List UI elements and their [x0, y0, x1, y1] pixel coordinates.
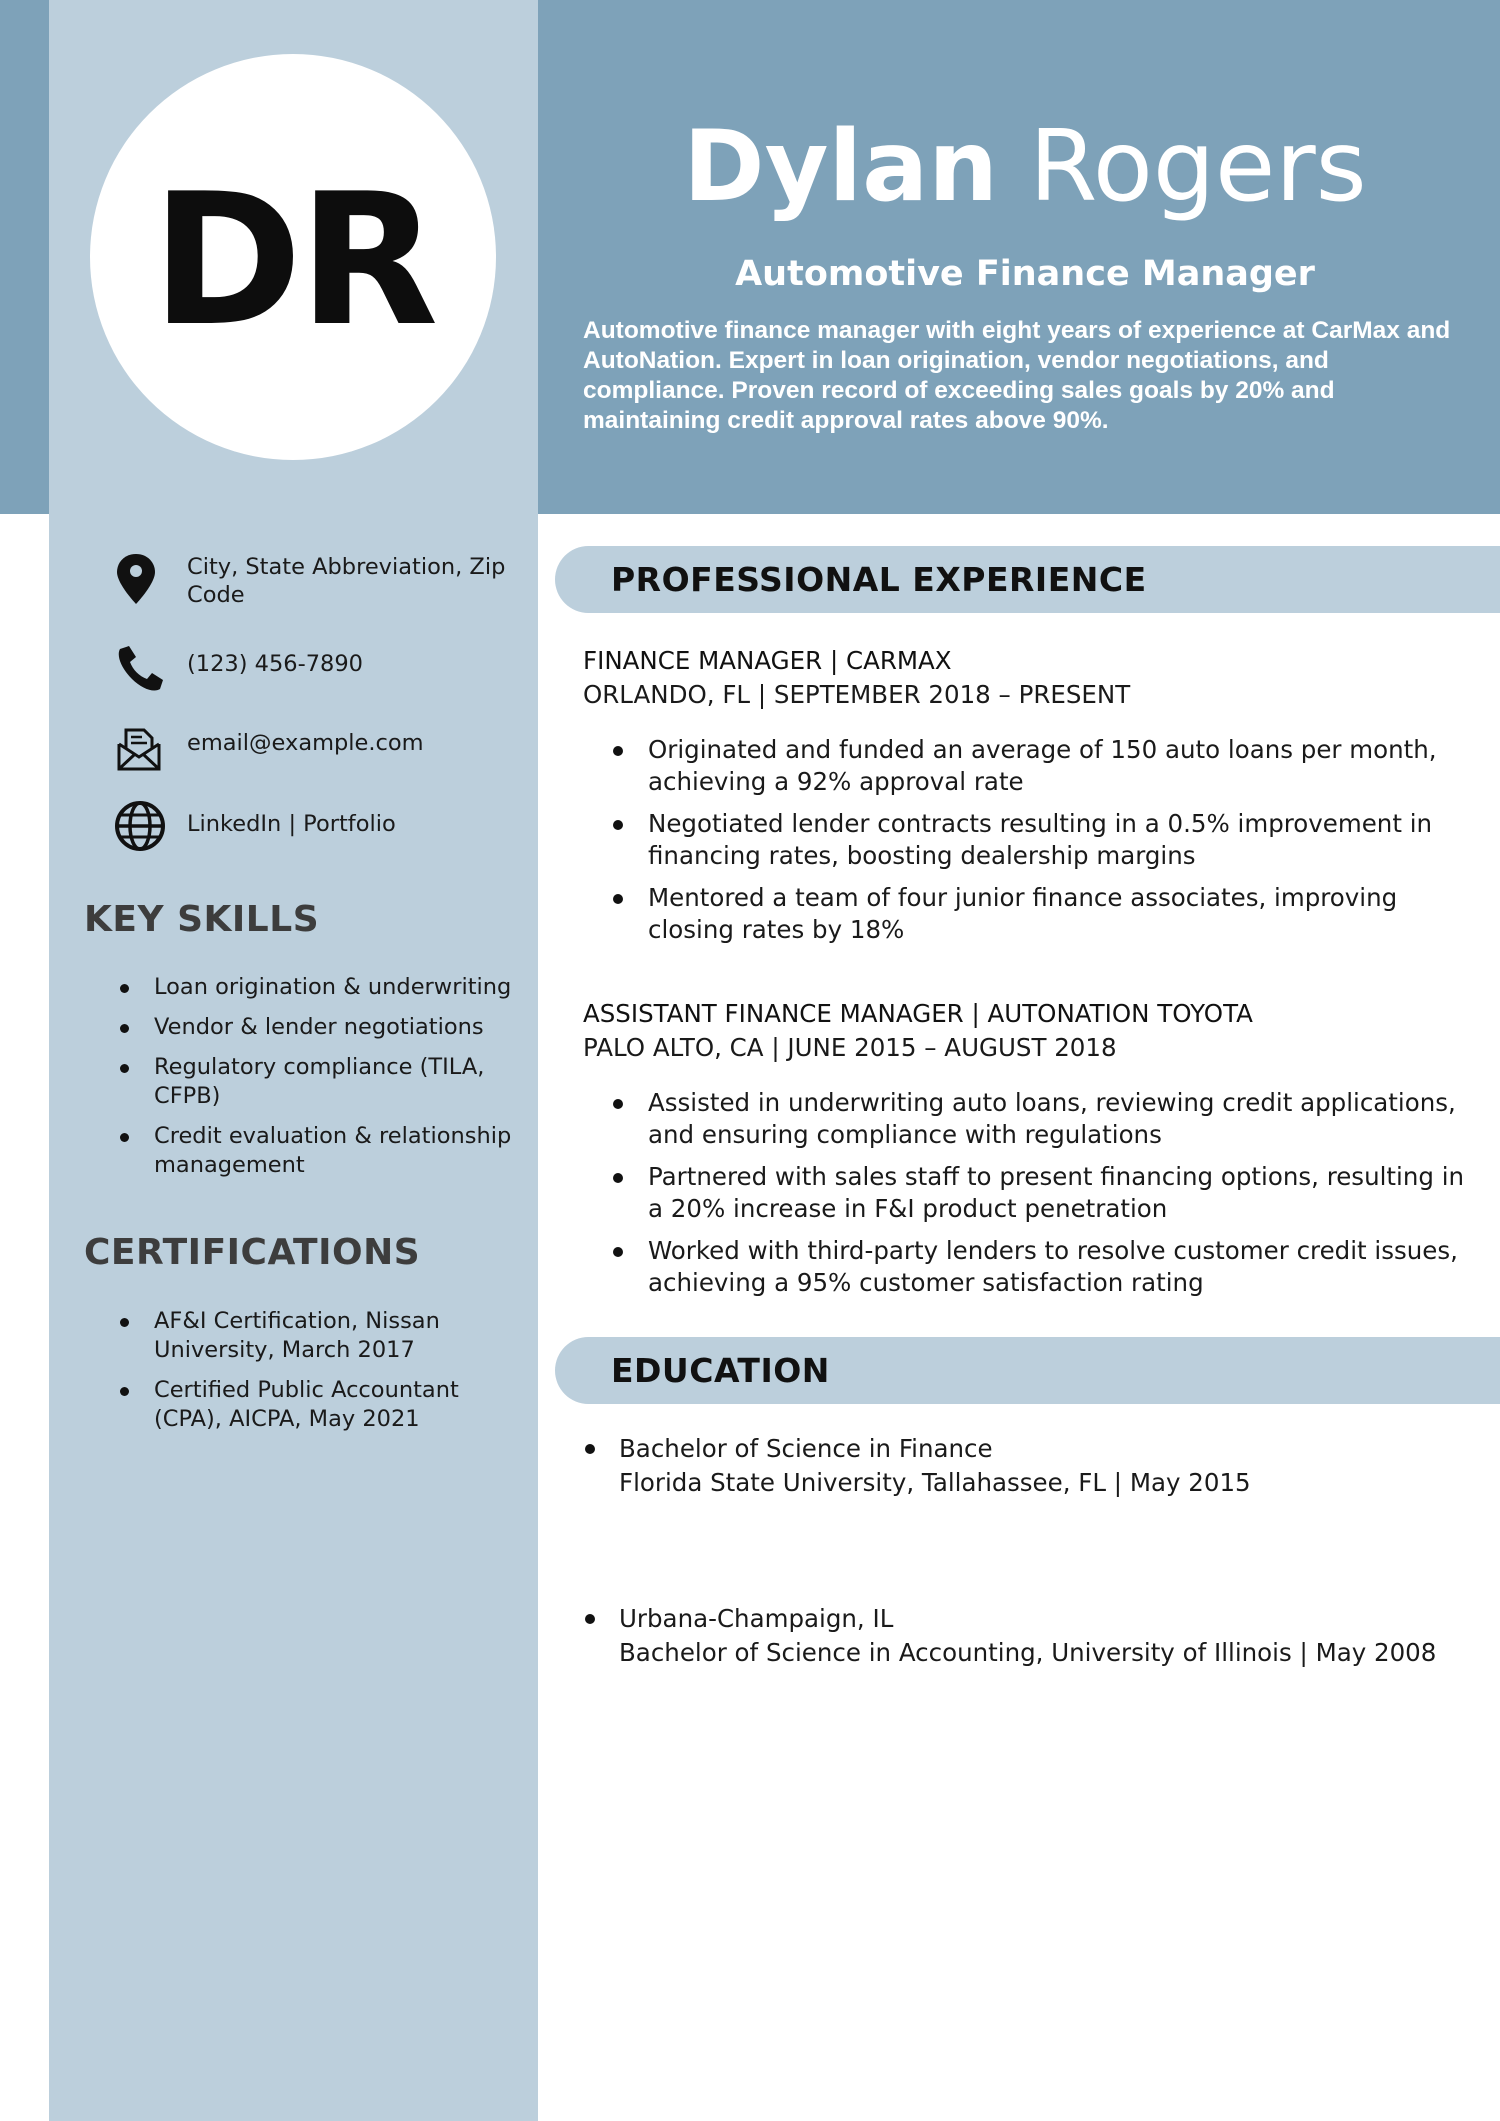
monogram-circle: [90, 54, 496, 460]
job-bullet: Originated and funded an average of 150 auto loans per month, achieving a 92% approval rate: [583, 734, 1483, 798]
education-location: Urbana-Champaign, IL: [619, 1604, 894, 1633]
phone-text: (123) 456-7890: [187, 651, 363, 677]
job-bullet: Partnered with sales staff to present financing options, resulting in a 20% increase in F&I product penetration: [583, 1161, 1483, 1225]
contact-location: [114, 553, 524, 613]
skill-item: Loan origination & underwriting: [118, 973, 518, 1002]
job-bullets: [583, 734, 1483, 946]
job-bullet: Mentored a team of four junior finance associates, improving closing rates by 18%: [583, 882, 1483, 946]
education-heading: EDUCATION: [611, 1351, 830, 1390]
links-text: LinkedIn | Portfolio: [187, 811, 396, 837]
globe-icon: [114, 800, 166, 852]
last-name: Rogers: [1029, 110, 1367, 224]
job-entry: [583, 997, 1483, 1309]
job-role: FINANCE MANAGER | CARMAX: [583, 646, 952, 675]
contact-phone: [114, 643, 524, 703]
job-title: Automotive Finance Manager: [735, 254, 1315, 294]
location-text: City, State Abbreviation, Zip Code: [187, 554, 506, 608]
skill-item: Regulatory compliance (TILA, CFPB): [118, 1053, 518, 1111]
monogram: DR: [151, 154, 435, 366]
skills-heading: KEY SKILLS: [84, 899, 320, 940]
job-meta: ORLANDO, FL | SEPTEMBER 2018 – PRESENT: [583, 680, 1131, 709]
certifications-list: [118, 1307, 518, 1445]
education-entry: [583, 1602, 1500, 1670]
job-entry: [583, 644, 1483, 956]
skill-item: Vendor & lender negotiations: [118, 1013, 518, 1042]
certifications-heading: CERTIFICATIONS: [84, 1232, 421, 1273]
job-bullet: Assisted in underwriting auto loans, reviewing credit applications, and ensuring compliance with regulations: [583, 1087, 1483, 1151]
candidate-name: [560, 110, 1490, 224]
certification-item: Certified Public Accountant (CPA), AICPA, May 2021: [118, 1376, 518, 1434]
experience-section-header: [555, 546, 1500, 613]
envelope-icon: [114, 722, 166, 774]
education-section-header: [555, 1337, 1500, 1404]
first-name: Dylan: [683, 110, 999, 224]
contact-email: [114, 722, 524, 782]
skill-item: Credit evaluation & relationship management: [118, 1122, 518, 1180]
job-bullet: Negotiated lender contracts resulting in a 0.5% improvement in financing rates, boosting dealership margins: [583, 808, 1483, 872]
job-bullet: Worked with third-party lenders to resolve customer credit issues, achieving a 95% customer satisfaction rating: [583, 1235, 1483, 1299]
summary: Automotive finance manager with eight years of experience at CarMax and AutoNation. Expert in loan origination, vendor negotiations, and compliance. Proven record of exceeding sales goals by 20% and maintaining credit approval rates above 90%.: [583, 317, 1451, 434]
phone-icon: [114, 643, 166, 695]
certification-item: AF&I Certification, Nissan University, March 2017: [118, 1307, 518, 1365]
job-role: ASSISTANT FINANCE MANAGER | AUTONATION TOYOTA: [583, 999, 1253, 1028]
contact-links: [114, 800, 524, 860]
education-degree: Bachelor of Science in Accounting, University of Illinois | May 2008: [619, 1638, 1437, 1667]
education-entry: [583, 1432, 1500, 1500]
experience-heading: PROFESSIONAL EXPERIENCE: [611, 560, 1147, 599]
education-school: Florida State University, Tallahassee, FL | May 2015: [619, 1468, 1251, 1497]
location-pin-icon: [114, 553, 166, 605]
job-meta: PALO ALTO, CA | JUNE 2015 – AUGUST 2018: [583, 1033, 1117, 1062]
job-bullets: [583, 1087, 1483, 1299]
email-text: email@example.com: [187, 730, 424, 756]
education-degree: Bachelor of Science in Finance: [619, 1434, 993, 1463]
skills-list: [118, 973, 518, 1191]
